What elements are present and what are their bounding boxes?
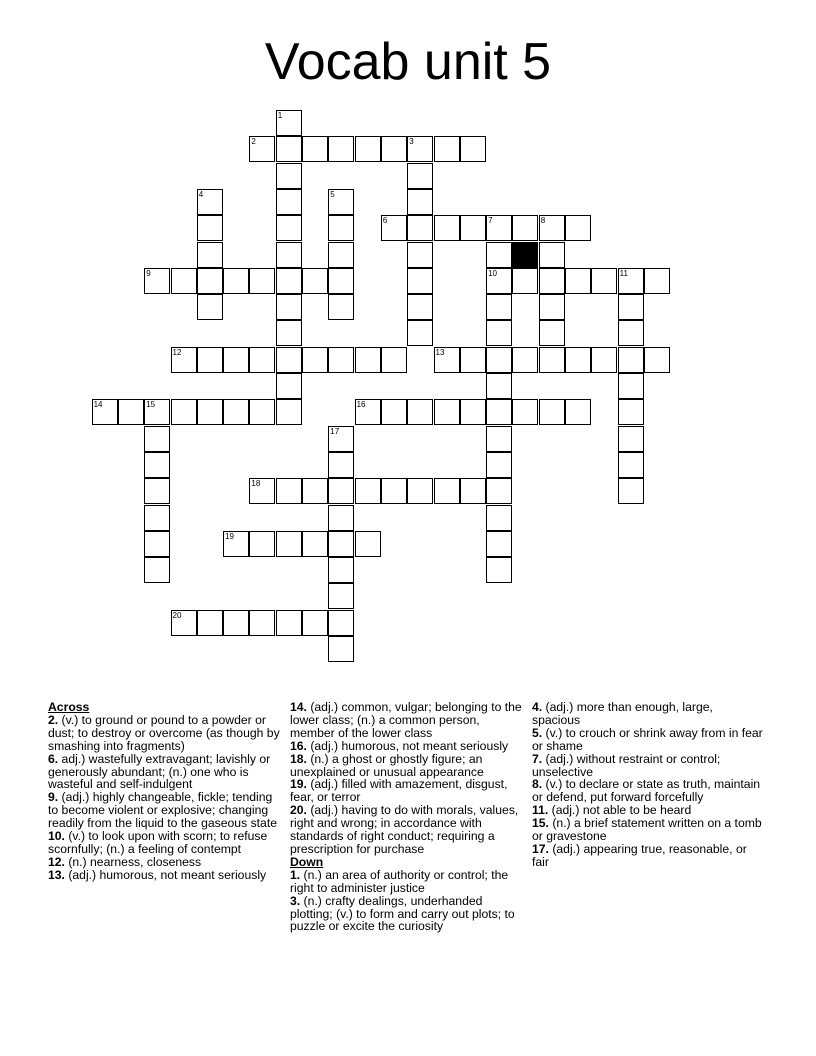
puzzle-title: Vocab unit 5 [264, 33, 552, 91]
clue-text: (adj.) not able to be heard [548, 803, 692, 818]
clue-number: 20 [172, 610, 182, 620]
grid-cell[interactable] [407, 478, 433, 504]
clue-text: (n.) a brief statement written on a tomb or gravestone [532, 816, 762, 844]
clue-number: 12 [172, 347, 182, 357]
grid-cell[interactable] [355, 478, 381, 504]
grid-cell[interactable] [460, 136, 486, 162]
clue-text: (adj.) without restraint or control; unselective [532, 751, 721, 779]
grid-cell[interactable] [565, 215, 591, 241]
clue-number: 1 [277, 111, 283, 120]
clue-number: 14. [290, 700, 307, 714]
grid-cell[interactable] [328, 610, 354, 636]
grid-cell[interactable] [512, 268, 538, 294]
clue-item [290, 753, 522, 779]
clue-number: 11 [619, 268, 628, 278]
grid-cell[interactable] [618, 268, 644, 294]
grid-cell[interactable] [618, 399, 644, 425]
grid-cell[interactable] [328, 583, 354, 609]
grid-cell[interactable] [460, 347, 486, 373]
grid-cell[interactable] [407, 294, 433, 320]
grid-cell[interactable] [276, 215, 302, 241]
grid-cell[interactable] [276, 136, 302, 162]
clue-number: 5 [330, 189, 335, 199]
grid-cell[interactable] [381, 399, 407, 425]
grid-cell[interactable] [486, 294, 512, 320]
grid-cell[interactable] [460, 478, 486, 504]
grid-cell[interactable] [512, 399, 538, 425]
grid-cell[interactable] [118, 399, 144, 425]
clue-number: 10 [488, 268, 497, 278]
grid-cell[interactable] [328, 242, 354, 268]
grid-cell[interactable] [460, 215, 486, 241]
grid-cell[interactable] [276, 268, 302, 294]
clue-number: 5. [532, 725, 543, 740]
grid-cell[interactable] [355, 347, 381, 373]
grid-cell[interactable] [171, 268, 197, 294]
clue-number: 9. [48, 790, 59, 805]
grid-cell[interactable] [223, 347, 249, 373]
clue-number: 13 [435, 347, 445, 357]
clue-number: 19 [225, 531, 234, 541]
grid-cell[interactable] [302, 268, 328, 294]
clue-text: (adj.) appearing true, reasonable, or fair [532, 841, 747, 869]
clue-text: (n.) an area of authority or control; the right to administer justice [290, 867, 509, 895]
clue-number: 17 [330, 426, 340, 436]
grid-cell[interactable] [460, 399, 486, 425]
grid-cell[interactable] [249, 136, 275, 162]
grid-cell[interactable] [144, 531, 170, 557]
grid-cell[interactable] [276, 373, 302, 399]
grid-cell[interactable] [276, 610, 302, 636]
grid-cell[interactable] [381, 478, 407, 504]
grid-cell[interactable] [539, 320, 565, 346]
clue-item [532, 843, 764, 869]
clue-item [532, 753, 764, 779]
grid-cell[interactable] [355, 531, 381, 557]
grid-cell[interactable] [197, 268, 223, 294]
clue-text: (adj.) common, vulgar; belonging to the lower class; (n.) a common person, member of the lower class [290, 700, 522, 740]
grid-cell[interactable] [197, 189, 223, 215]
clue-item [532, 817, 764, 843]
grid-cell[interactable] [486, 426, 512, 452]
grid-cell[interactable] [486, 215, 512, 241]
clue-text: (n.) crafty dealings, underhanded plotting; (v.) to form and carry out plots; to puzzle or excite the curiosity [290, 893, 515, 934]
grid-cell[interactable] [644, 347, 670, 373]
clue-number: 2 [251, 137, 256, 147]
clue-number: 4 [198, 189, 204, 199]
grid-cell[interactable] [434, 478, 460, 504]
grid-cell[interactable] [565, 268, 591, 294]
grid-cell[interactable] [618, 426, 644, 452]
clue-number: 2. [48, 712, 59, 727]
grid-cell[interactable] [276, 531, 302, 557]
grid-cell[interactable] [565, 399, 591, 425]
grid-cell[interactable] [197, 399, 223, 425]
grid-cell[interactable] [197, 242, 223, 268]
grid-cell[interactable] [565, 347, 591, 373]
clue-number: 15. [532, 816, 549, 831]
clue-item [532, 727, 764, 753]
grid-cell[interactable] [407, 242, 433, 268]
clue-item [48, 753, 280, 792]
grid-cell[interactable] [486, 531, 512, 557]
clue-text: (v.) to ground or pound to a powder or dust; to destroy or overcome (as though by smashing into fragments) [48, 712, 280, 753]
grid-cell[interactable] [144, 399, 170, 425]
grid-cell[interactable] [276, 320, 302, 346]
grid-cell[interactable] [276, 294, 302, 320]
clue-number: 11. [532, 803, 549, 818]
grid-cell[interactable] [171, 399, 197, 425]
grid-cell[interactable] [618, 347, 644, 373]
grid-cell[interactable] [539, 268, 565, 294]
grid-cell[interactable] [302, 347, 328, 373]
down-header: Down [290, 854, 324, 869]
grid-cell[interactable] [407, 215, 433, 241]
grid-cell[interactable] [276, 242, 302, 268]
clue-number: 7 [488, 216, 493, 226]
grid-cell[interactable] [328, 636, 354, 662]
grid-cell[interactable] [276, 399, 302, 425]
clue-number: 16 [356, 400, 366, 410]
grid-cell[interactable] [486, 268, 512, 294]
grid-cell[interactable] [618, 373, 644, 399]
grid-cell[interactable] [276, 110, 302, 136]
grid-cell[interactable] [486, 347, 512, 373]
clue-item [290, 869, 522, 895]
grid-cell[interactable] [223, 531, 249, 557]
grid-cell[interactable] [223, 399, 249, 425]
across-clue-list [48, 714, 280, 882]
grid-cell[interactable] [618, 294, 644, 320]
clue-number: 10. [48, 829, 65, 844]
clue-item [48, 791, 280, 830]
grid-cell[interactable] [539, 399, 565, 425]
grid-cell[interactable] [407, 268, 433, 294]
down-clue-list-continued [532, 701, 764, 869]
grid-cell[interactable] [407, 189, 433, 215]
grid-cell[interactable] [171, 610, 197, 636]
clue-number: 12. [48, 854, 65, 869]
grid-cell[interactable] [512, 347, 538, 373]
clue-text: (n.) nearness, closeness [64, 854, 202, 869]
clues-column-2 [290, 701, 522, 933]
grid-cell[interactable] [328, 426, 354, 452]
blocked-cell [512, 242, 538, 268]
grid-cell[interactable] [328, 294, 354, 320]
clue-item [48, 714, 280, 753]
grid-cell[interactable] [249, 399, 275, 425]
grid-cell[interactable] [644, 268, 670, 294]
clue-number: 20. [290, 803, 307, 818]
grid-cell[interactable] [328, 505, 354, 531]
grid-cell[interactable] [381, 347, 407, 373]
grid-cell[interactable] [144, 478, 170, 504]
clue-item [532, 701, 764, 727]
clue-number: 8 [540, 216, 546, 226]
grid-cell[interactable] [539, 215, 565, 241]
across-header: Across [48, 700, 90, 714]
grid-cell[interactable] [539, 242, 565, 268]
grid-cell[interactable] [407, 136, 433, 162]
clue-number: 3. [290, 893, 301, 908]
grid-cell[interactable] [249, 610, 275, 636]
clue-number: 6. [48, 751, 59, 766]
grid-cell[interactable] [144, 505, 170, 531]
clue-number: 6 [382, 216, 388, 226]
clue-text: (n.) a ghost or ghostly figure; an unexplained or unusual appearance [290, 751, 484, 779]
grid-cell[interactable] [434, 399, 460, 425]
grid-cell[interactable] [512, 215, 538, 241]
grid-cell[interactable] [618, 478, 644, 504]
grid-cell[interactable] [486, 557, 512, 583]
clue-item [532, 778, 764, 804]
clue-number: 19. [290, 777, 307, 792]
grid-cell[interactable] [328, 215, 354, 241]
grid-cell[interactable] [302, 136, 328, 162]
clue-text: (adj.) highly changeable, fickle; tending to become violent or explosive; changing readily from the liquid to the gaseous state [48, 790, 277, 831]
grid-cell[interactable] [591, 347, 617, 373]
grid-cell[interactable] [434, 136, 460, 162]
grid-cell[interactable] [355, 399, 381, 425]
grid-cell[interactable] [197, 610, 223, 636]
grid-cell[interactable] [276, 478, 302, 504]
grid-cell[interactable] [276, 163, 302, 189]
clue-text: (v.) to look upon with scorn; to refuse scornfully; (n.) a feeling of contempt [48, 829, 268, 856]
grid-cell[interactable] [197, 347, 223, 373]
grid-cell[interactable] [434, 347, 460, 373]
grid-cell[interactable] [144, 452, 170, 478]
grid-cell[interactable] [434, 215, 460, 241]
grid-cell[interactable] [197, 294, 223, 320]
grid-cell[interactable] [223, 268, 249, 294]
grid-cell[interactable] [486, 399, 512, 425]
grid-cell[interactable] [144, 557, 170, 583]
clue-number: 18. [290, 751, 307, 766]
grid-cell[interactable] [144, 426, 170, 452]
grid-cell[interactable] [618, 320, 644, 346]
clue-item [48, 830, 280, 856]
grid-cell[interactable] [328, 557, 354, 583]
grid-cell[interactable] [539, 347, 565, 373]
clue-number: 16. [290, 738, 307, 753]
grid-cell[interactable] [144, 268, 170, 294]
grid-cell[interactable] [328, 347, 354, 373]
grid-cell[interactable] [223, 610, 249, 636]
grid-cell[interactable] [355, 136, 381, 162]
grid-cell[interactable] [407, 320, 433, 346]
grid-cell[interactable] [486, 320, 512, 346]
grid-cell[interactable] [171, 347, 197, 373]
clue-number: 4. [532, 700, 543, 714]
across-clue-list-continued [290, 701, 522, 856]
grid-cell[interactable] [407, 163, 433, 189]
clue-number: 18 [251, 479, 261, 489]
clues-column-3 [532, 701, 764, 869]
grid-cell[interactable] [381, 215, 407, 241]
grid-cell[interactable] [328, 478, 354, 504]
clue-text: (adj.) more than enough, large, spacious [532, 700, 713, 727]
grid-cell[interactable] [249, 268, 275, 294]
clue-text: (adj.) filled with amazement, disgust, fear, or terror [290, 777, 508, 805]
clue-item [290, 895, 522, 934]
grid-cell[interactable] [591, 268, 617, 294]
grid-cell[interactable] [328, 452, 354, 478]
clue-number: 9 [146, 268, 151, 278]
clue-text: (v.) to crouch or shrink away from in fear or shame [532, 725, 763, 753]
grid-cell[interactable] [328, 136, 354, 162]
clue-text: (adj.) humorous, not meant seriously [64, 867, 267, 882]
clue-item [290, 778, 522, 804]
clue-text: (v.) to declare or state as truth, maintain or defend, put forward forcefully [532, 777, 761, 805]
grid-cell[interactable] [486, 242, 512, 268]
grid-cell[interactable] [276, 347, 302, 373]
clue-number: 1. [290, 867, 301, 882]
clue-number: 13. [48, 867, 65, 882]
clue-item [290, 804, 522, 856]
grid-cell[interactable] [328, 531, 354, 557]
clue-text: adj.) wastefully extravagant; lavishly or generously abundant; (n.) one who is wasteful and self-indulgent [48, 751, 271, 792]
grid-cell[interactable] [92, 399, 118, 425]
grid-cell[interactable] [539, 294, 565, 320]
clue-number: 8. [532, 777, 543, 792]
clue-text: (adj.) humorous, not meant seriously [306, 738, 509, 753]
grid-cell[interactable] [486, 373, 512, 399]
clues-column-1 [48, 701, 280, 882]
grid-cell[interactable] [302, 478, 328, 504]
clue-number: 3 [409, 137, 414, 147]
clue-item [48, 869, 280, 882]
grid-cell[interactable] [249, 478, 275, 504]
grid-cell[interactable] [407, 399, 433, 425]
grid-cell[interactable] [381, 136, 407, 162]
clue-number: 7. [532, 751, 543, 766]
grid-cell[interactable] [302, 610, 328, 636]
clue-number: 17. [532, 841, 549, 856]
grid-cell[interactable] [249, 347, 275, 373]
clue-number: 15 [146, 400, 156, 410]
grid-cell[interactable] [276, 189, 302, 215]
grid-cell[interactable] [486, 505, 512, 531]
grid-cell[interactable] [302, 531, 328, 557]
grid-cell[interactable] [328, 189, 354, 215]
clue-number: 14 [93, 400, 103, 410]
down-clue-list [290, 869, 522, 934]
clue-item [290, 701, 522, 740]
grid-cell[interactable] [197, 215, 223, 241]
grid-cell[interactable] [328, 268, 354, 294]
grid-cell[interactable] [249, 531, 275, 557]
grid-cell[interactable] [618, 452, 644, 478]
grid-cell[interactable] [486, 478, 512, 504]
clue-text: (adj.) having to do with morals, values, right and wrong; in accordance with standards of right conduct; requiring a prescription for purchase [290, 803, 519, 856]
grid-cell[interactable] [486, 452, 512, 478]
